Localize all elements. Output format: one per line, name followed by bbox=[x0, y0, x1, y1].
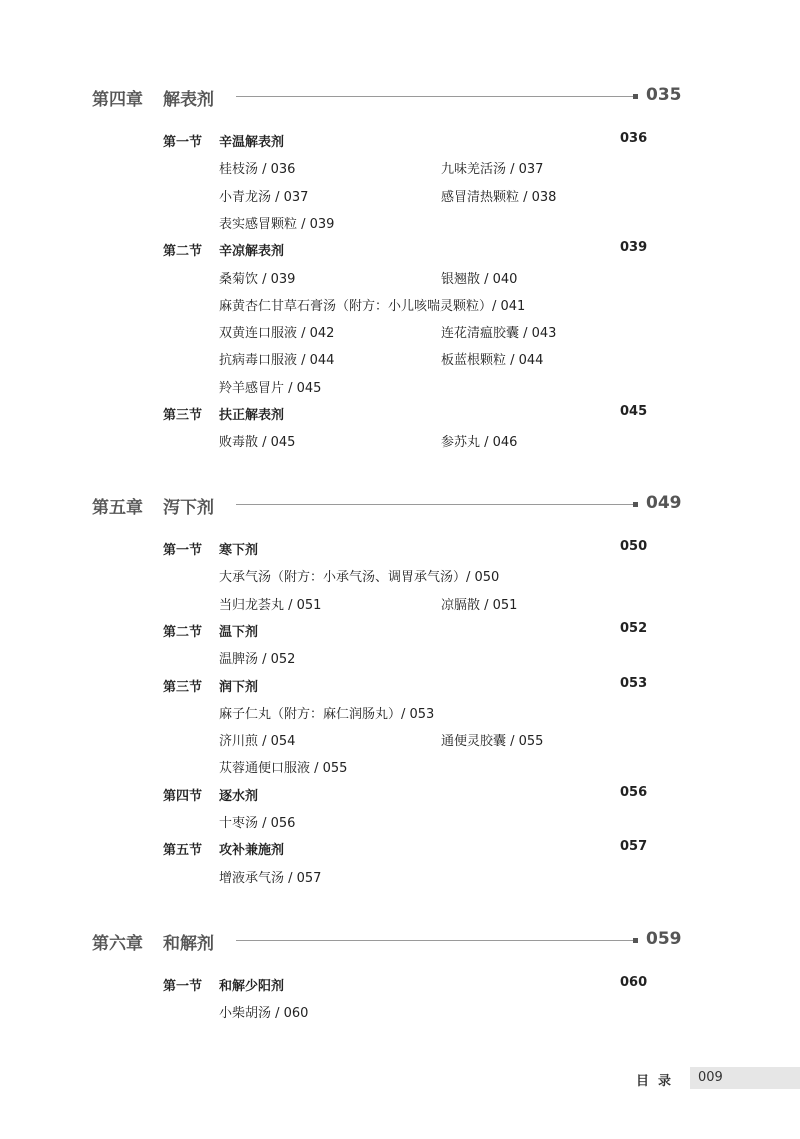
toc-entry-link[interactable]: 羚羊感冒片 / 045 bbox=[219, 380, 322, 396]
leader-line bbox=[236, 940, 633, 941]
section-page-number: 060 bbox=[620, 975, 648, 990]
section-heading[interactable] bbox=[0, 621, 800, 641]
section-heading[interactable] bbox=[0, 676, 800, 696]
toc-entry-link[interactable]: 九味羌活汤 / 037 bbox=[441, 162, 544, 178]
section-number: 第三节 bbox=[163, 408, 203, 423]
toc-entry-link[interactable]: 麻黄杏仁甘草石膏汤（附方：小儿咳喘灵颗粒）/ 041 bbox=[219, 298, 526, 314]
toc-entry-link[interactable]: 双黄连口服液 / 042 bbox=[219, 326, 335, 342]
section-page-number: 045 bbox=[620, 404, 648, 419]
toc-entry-link[interactable]: 当归龙荟丸 / 051 bbox=[219, 597, 322, 613]
section-number: 第一节 bbox=[163, 979, 203, 994]
toc-entry-link[interactable]: 增液承气汤 / 057 bbox=[219, 870, 322, 886]
toc-entry-link[interactable]: 大承气汤（附方：小承气汤、调胃承气汤）/ 050 bbox=[219, 570, 500, 586]
chapter-number: 第六章 bbox=[92, 934, 143, 954]
chapter-title: 和解剂 bbox=[163, 934, 214, 954]
section-heading[interactable] bbox=[0, 240, 800, 260]
section-number: 第二节 bbox=[163, 244, 203, 260]
section-heading[interactable] bbox=[0, 839, 800, 859]
chapter-page-number: 049 bbox=[646, 493, 682, 513]
toc-entry-link[interactable]: 温脾汤 / 052 bbox=[219, 652, 296, 668]
toc-entry-link[interactable]: 连花清瘟胶囊 / 043 bbox=[441, 326, 557, 342]
toc-entry-link[interactable]: 表实感冒颗粒 / 039 bbox=[219, 216, 335, 232]
section-heading[interactable] bbox=[0, 404, 800, 424]
leader-dot-marker bbox=[633, 502, 638, 507]
toc-entry-link[interactable]: 通便灵胶囊 / 055 bbox=[441, 734, 544, 750]
section-title: 辛凉解表剂 bbox=[219, 244, 285, 260]
footer-page-number: 009 bbox=[698, 1070, 723, 1085]
toc-entry-link[interactable]: 麻子仁丸（附方：麻仁润肠丸）/ 053 bbox=[219, 706, 435, 722]
toc-entry-link[interactable]: 败毒散 / 045 bbox=[219, 435, 296, 451]
toc-entry-link[interactable]: 桂枝汤 / 036 bbox=[219, 162, 296, 178]
section-number: 第四节 bbox=[163, 788, 203, 804]
toc-entry-link[interactable]: 小青龙汤 / 037 bbox=[219, 189, 309, 205]
section-page-number: 053 bbox=[620, 675, 648, 691]
section-heading[interactable] bbox=[0, 975, 800, 995]
toc-entry-link[interactable]: 济川煎 / 054 bbox=[219, 734, 296, 750]
toc-entry-link[interactable]: 小柴胡汤 / 060 bbox=[219, 1006, 309, 1022]
toc-entry-link[interactable]: 苁蓉通便口服液 / 055 bbox=[219, 761, 348, 777]
chapter-page-number: 035 bbox=[646, 85, 682, 105]
section-title: 扶正解表剂 bbox=[219, 408, 285, 423]
section-page-number: 050 bbox=[620, 539, 648, 554]
leader-line bbox=[236, 504, 633, 505]
chapter-page-number: 059 bbox=[646, 929, 682, 949]
section-number: 第一节 bbox=[163, 135, 203, 150]
section-title: 逐水剂 bbox=[219, 788, 259, 804]
chapter-heading[interactable] bbox=[0, 493, 800, 517]
section-title: 辛温解表剂 bbox=[219, 135, 285, 150]
section-page-number: 039 bbox=[620, 240, 648, 256]
page-footer bbox=[0, 1067, 800, 1091]
toc-entry-link[interactable]: 凉膈散 / 051 bbox=[441, 597, 518, 613]
toc-entry-link[interactable]: 银翘散 / 040 bbox=[441, 271, 518, 287]
toc-entry-link[interactable]: 十枣汤 / 056 bbox=[219, 816, 296, 831]
chapter-heading[interactable] bbox=[0, 929, 800, 953]
section-title: 润下剂 bbox=[219, 679, 259, 695]
chapter-title: 解表剂 bbox=[163, 90, 214, 110]
chapter-heading[interactable] bbox=[0, 85, 800, 109]
section-number: 第三节 bbox=[163, 679, 203, 695]
chapter-title: 泻下剂 bbox=[163, 498, 214, 518]
section-number: 第五节 bbox=[163, 843, 203, 859]
toc-entry-link[interactable]: 桑菊饮 / 039 bbox=[219, 271, 296, 287]
section-heading[interactable] bbox=[0, 539, 800, 559]
section-number: 第一节 bbox=[163, 543, 203, 558]
toc-entry-link[interactable]: 板蓝根颗粒 / 044 bbox=[441, 353, 544, 369]
section-number: 第二节 bbox=[163, 624, 203, 640]
section-title: 寒下剂 bbox=[219, 543, 259, 558]
chapter-number: 第五章 bbox=[92, 498, 143, 518]
leader-dot-marker bbox=[633, 938, 638, 943]
leader-dot-marker bbox=[633, 94, 638, 99]
section-heading[interactable] bbox=[0, 785, 800, 805]
section-page-number: 056 bbox=[620, 784, 648, 800]
leader-line bbox=[236, 96, 633, 97]
toc-entry-link[interactable]: 抗病毒口服液 / 044 bbox=[219, 353, 335, 369]
section-title: 和解少阳剂 bbox=[219, 979, 285, 994]
chapter-number: 第四章 bbox=[92, 90, 143, 110]
footer-label: 目录 bbox=[636, 1074, 681, 1089]
toc-entry-link[interactable]: 参苏丸 / 046 bbox=[441, 435, 518, 451]
section-heading[interactable] bbox=[0, 131, 800, 151]
section-title: 攻补兼施剂 bbox=[219, 843, 285, 859]
section-page-number: 036 bbox=[620, 131, 648, 146]
toc-entry-link[interactable]: 感冒清热颗粒 / 038 bbox=[441, 189, 557, 205]
section-page-number: 057 bbox=[620, 839, 648, 855]
section-title: 温下剂 bbox=[219, 624, 259, 640]
section-page-number: 052 bbox=[620, 620, 648, 636]
